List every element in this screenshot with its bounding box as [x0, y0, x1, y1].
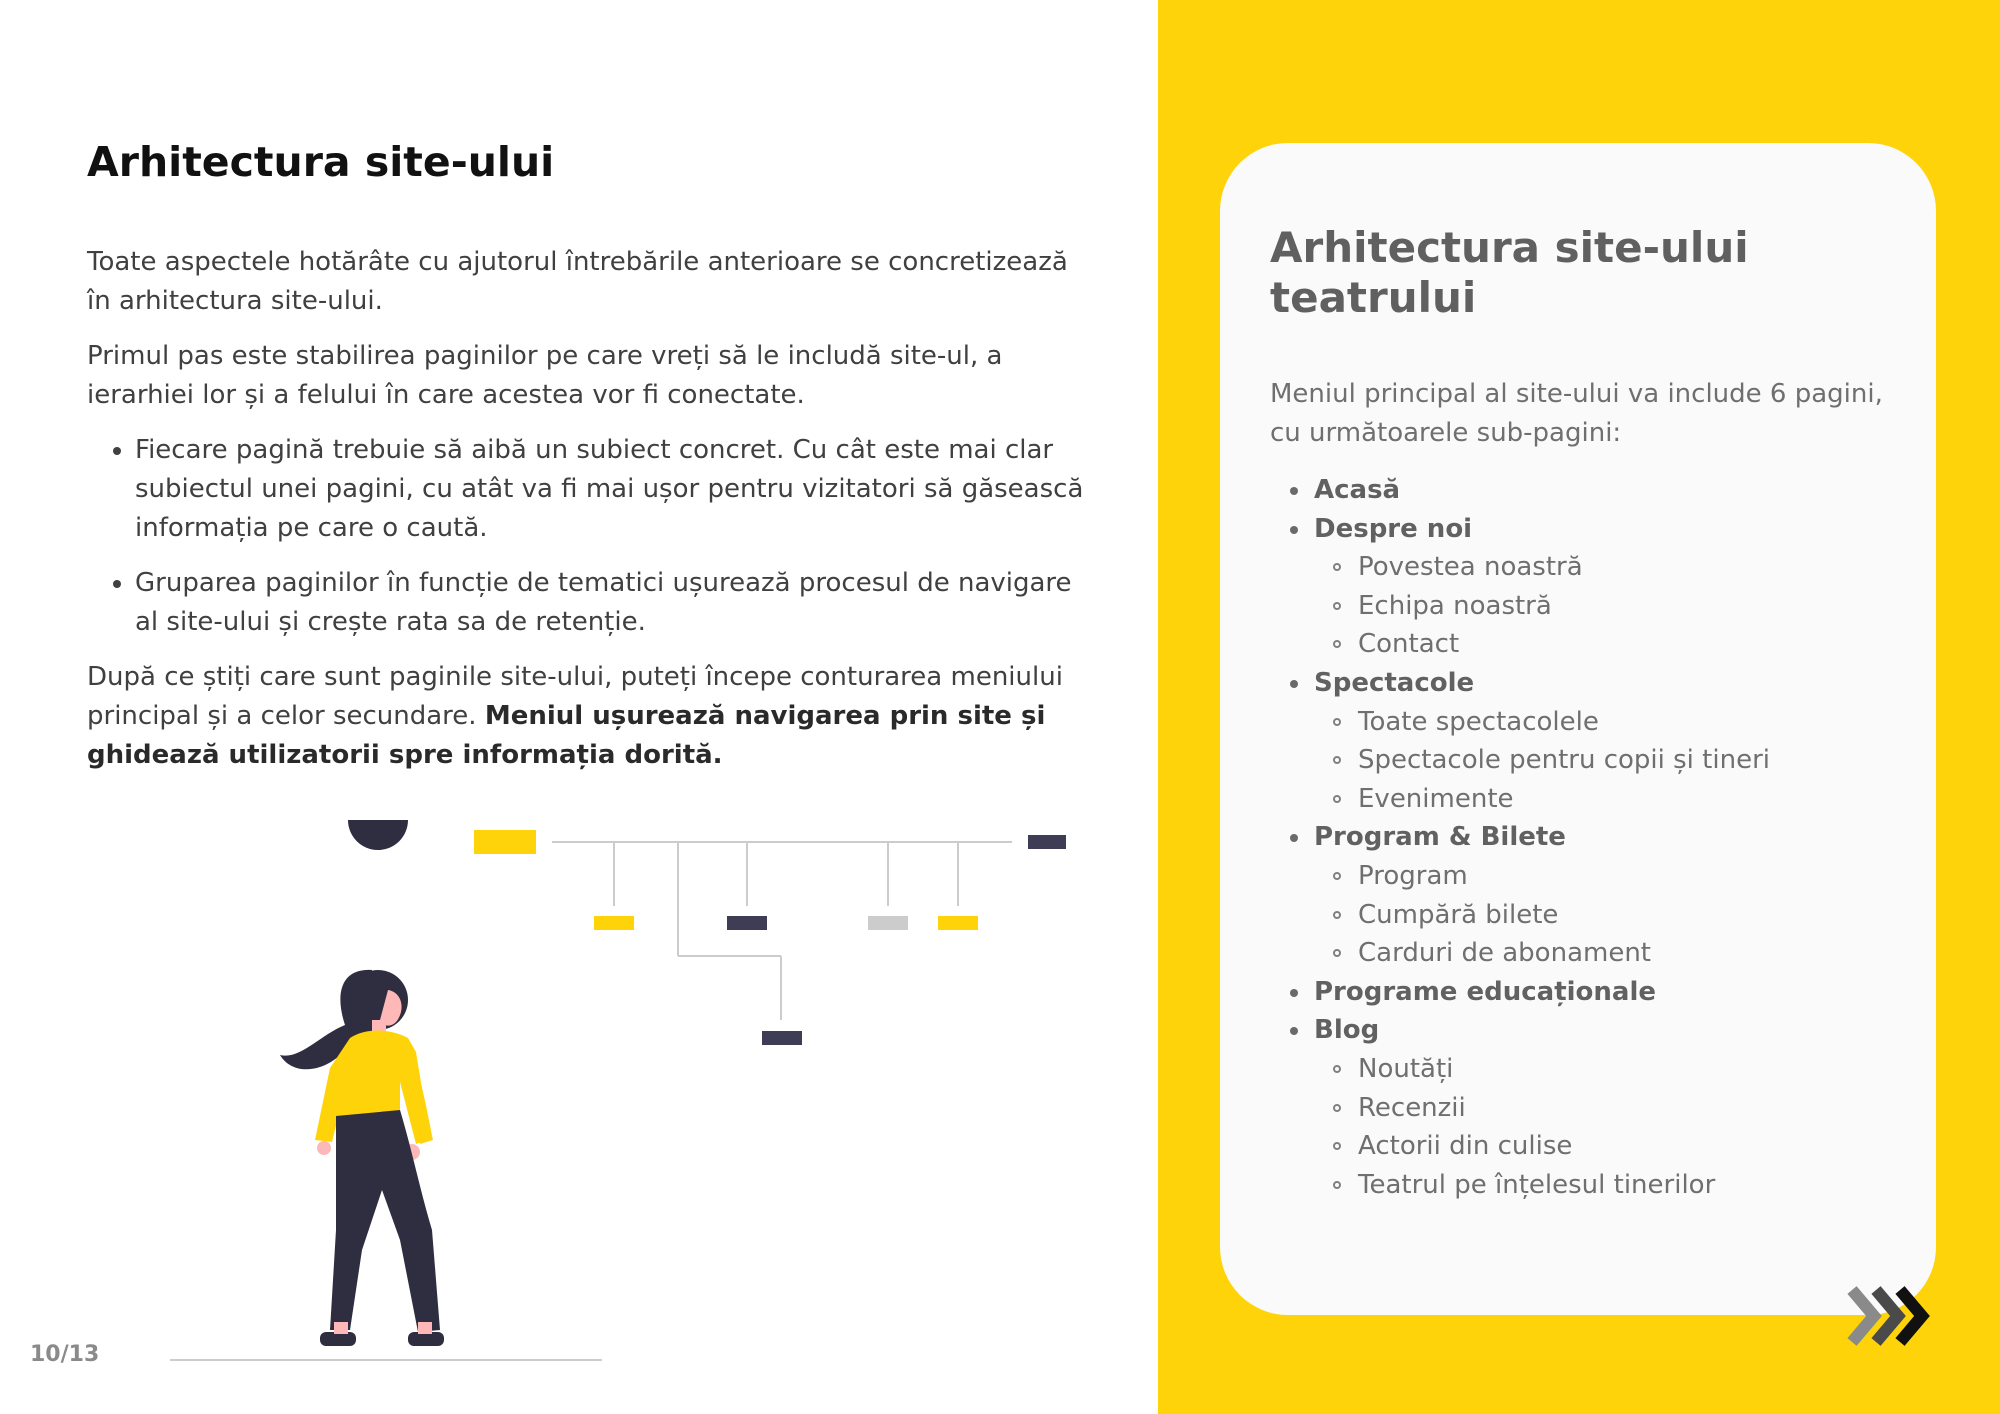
hand [317, 1141, 331, 1155]
tip-item: • Gruparea paginilor în funcție de tematici ușurează procesul de navigare al site-ului și crește rata sa de retenție. [135, 564, 1097, 642]
foot [320, 1332, 356, 1346]
ankle [334, 1322, 348, 1334]
menu-item-despre-noi [1270, 510, 1770, 664]
menu-item-blog [1270, 1011, 1770, 1204]
menu-item-acasa [1270, 471, 1770, 510]
sitemap-node [1028, 835, 1066, 849]
woman-figure [170, 820, 602, 1360]
tip-item: • Fiecare pagină trebuie să aibă un subiect concret. Cu cât este mai clar subiectul unei pagini, cu atât va fi mai ușor pentru vizitatori să găsească informația pe care o caută. [135, 431, 1097, 548]
submenu-item: Noutăți [1314, 1050, 1770, 1089]
submenu [1314, 857, 1770, 973]
submenu-item: Recenzii [1314, 1089, 1770, 1128]
sitemap-node [727, 916, 767, 930]
paragraph-menu-text: După ce știți care sunt paginile site-ului, puteți începe conturarea meniului principal și a celor secundare. [87, 662, 1063, 731]
head [348, 820, 408, 850]
sitemap-node [762, 1031, 802, 1045]
menu-item-label: Blog [1314, 1015, 1380, 1046]
sitemap-root-node [474, 830, 536, 854]
page-title: Arhitectura site-ului [87, 138, 555, 186]
card-intro: Meniul principal al site-ului va include 6 pagini, cu următoarele sub-pagini: [1270, 379, 1883, 448]
submenu-item: Povestea noastră [1314, 548, 1770, 587]
paragraph-menu-emphasis: Meniul ușurează navigarea prin site și ghidează utilizatorii spre informația dorită. [87, 701, 1046, 770]
architecture-card [1220, 143, 1936, 1315]
pants [330, 1110, 440, 1332]
submenu-item: Spectacole pentru copii și tineri [1314, 741, 1770, 780]
menu-item-program-bilete [1270, 818, 1770, 972]
submenu [1314, 1050, 1770, 1204]
body-text [87, 243, 1097, 791]
submenu-item: Evenimente [1314, 780, 1770, 819]
submenu-item: Cumpără bilete [1314, 896, 1770, 935]
menu-item-programe-educationale [1270, 973, 1770, 1012]
sitemap-node [868, 916, 908, 930]
tips-list [87, 431, 1097, 642]
sitemap-diagram [474, 830, 1066, 1045]
card-title: Arhitectura site-ului teatrului [1270, 223, 1749, 322]
menu-item-spectacole [1270, 664, 1770, 818]
paragraph-menu [87, 658, 1097, 775]
triple-chevron-right-icon[interactable] [1844, 1284, 1936, 1348]
right-panel [1158, 0, 2000, 1414]
paragraph-first-step: Primul pas este stabilirea paginilor pe care vreți să le includă site-ul, a ierarhiei lor și a felului în care acestea vor fi conectate. [87, 341, 1003, 410]
submenu [1314, 548, 1770, 664]
sitemap-node [594, 916, 634, 930]
page-number: 10/13 [30, 1342, 100, 1367]
submenu [1314, 703, 1770, 819]
sitemap-node [938, 916, 978, 930]
submenu-item: Actorii din culise [1314, 1127, 1770, 1166]
submenu-item: Toate spectacolele [1314, 703, 1770, 742]
foot [408, 1332, 444, 1346]
submenu-item: Program [1314, 857, 1770, 896]
sitemap-menu [1270, 471, 1770, 1204]
submenu-item: Teatrul pe înțelesul tinerilor [1314, 1166, 1770, 1205]
menu-item-label: Programe educaționale [1314, 976, 1657, 1007]
woman-sitemap-illustration [150, 820, 1080, 1370]
chevron [1852, 1290, 1874, 1342]
ankle [418, 1322, 432, 1334]
paragraph-intro: Toate aspectele hotărâte cu ajutorul întrebările anterioare se concretizează în arhitectura site-ului. [87, 247, 1068, 316]
submenu-item: Carduri de abonament [1314, 934, 1770, 973]
menu-item-label: Despre noi [1314, 513, 1473, 544]
menu-item-label: Program & Bilete [1314, 822, 1566, 853]
menu-item-label: Spectacole [1314, 667, 1475, 698]
submenu-item: Contact [1314, 625, 1770, 664]
menu-item-label: Acasă [1314, 475, 1401, 505]
submenu-item: Echipa noastră [1314, 587, 1770, 626]
